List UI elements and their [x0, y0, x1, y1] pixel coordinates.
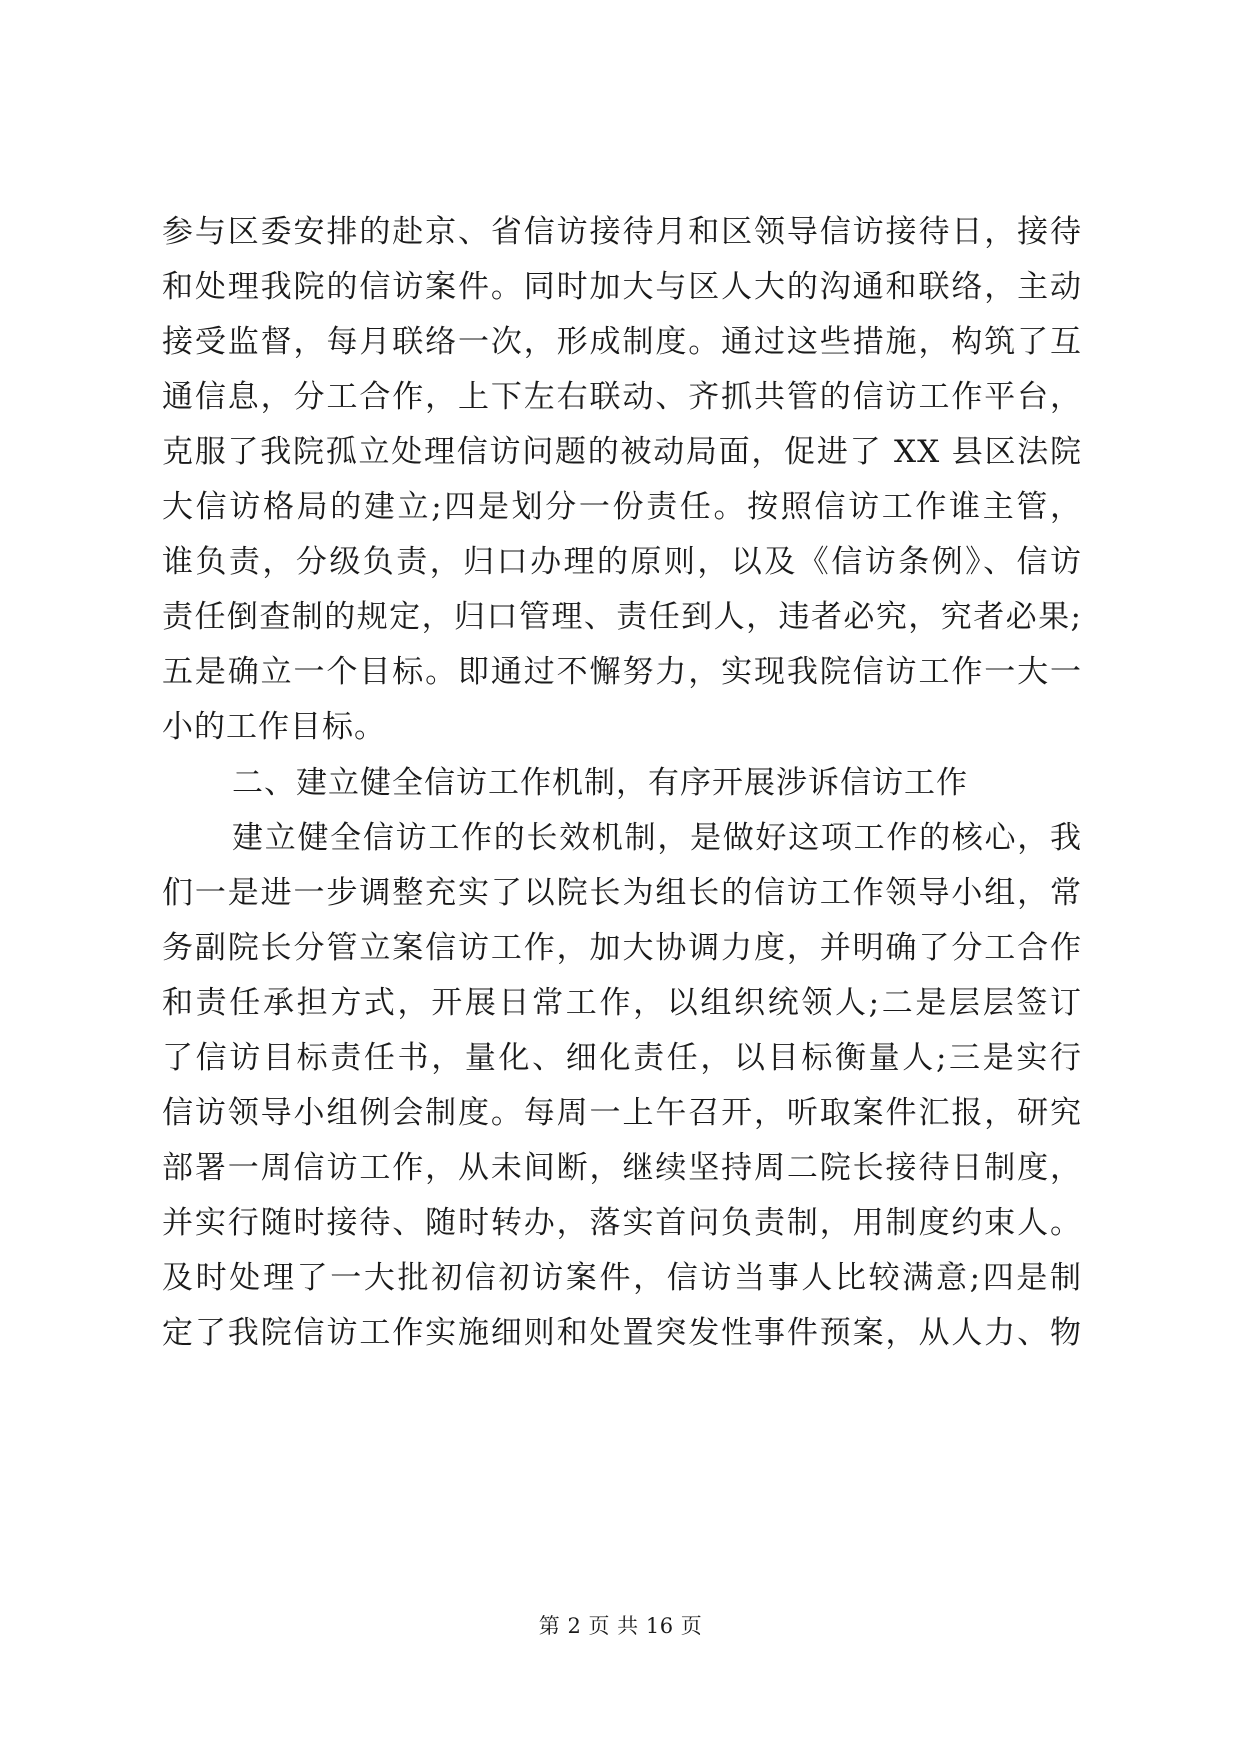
- body-line: 务副院长分管立案信访工作，加大协调力度，并明确了分工合作: [162, 930, 1082, 966]
- body-line: 参与区委安排的赴京、省信访接待月和区领导信访接待日，接待: [162, 214, 1082, 250]
- body-line: 谁负责，分级负责，归口办理的原则，以及《信访条例》、信访: [162, 544, 1082, 580]
- body-line: 通信息，分工合作，上下左右联动、齐抓共管的信访工作平台，: [162, 379, 1082, 415]
- body-line: 五是确立一个目标。即通过不懈努力，实现我院信访工作一大一: [162, 654, 1082, 690]
- body-line: 定了我院信访工作实施细则和处置突发性事件预案，从人力、物: [162, 1315, 1082, 1351]
- body-line: 了信访目标责任书，量化、细化责任，以目标衡量人;三是实行: [162, 1040, 1082, 1076]
- body-line: 接受监督，每月联络一次，形成制度。通过这些措施，构筑了互: [162, 324, 1082, 360]
- body-line: 建立健全信访工作的长效机制，是做好这项工作的核心，我: [232, 820, 1082, 856]
- body-line: 信访领导小组例会制度。每周一上午召开，听取案件汇报，研究: [162, 1095, 1082, 1131]
- body-line: 责任倒查制的规定，归口管理、责任到人，违者必究，究者必果;: [162, 599, 1082, 635]
- body-line: 大信访格局的建立;四是划分一份责任。按照信访工作谁主管，: [162, 489, 1082, 525]
- body-line: 部署一周信访工作，从未间断，继续坚持周二院长接待日制度，: [162, 1150, 1082, 1186]
- section-heading: 二、建立健全信访工作机制，有序开展涉诉信访工作: [232, 765, 968, 801]
- page-number-footer: 第 2 页 共 16 页: [538, 1614, 703, 1638]
- body-line: 和处理我院的信访案件。同时加大与区人大的沟通和联络，主动: [162, 269, 1082, 305]
- body-line: 及时处理了一大批初信初访案件，信访当事人比较满意;四是制: [162, 1260, 1082, 1296]
- body-line: 克服了我院孤立处理信访问题的被动局面，促进了 XX 县区法院: [162, 434, 1082, 470]
- body-line: 并实行随时接待、随时转办，落实首问负责制，用制度约束人。: [162, 1205, 1082, 1241]
- body-line: 小的工作目标。: [162, 709, 386, 745]
- body-line: 和责任承担方式，开展日常工作，以组织统领人;二是层层签订: [162, 985, 1082, 1021]
- body-line: 们一是进一步调整充实了以院长为组长的信访工作领导小组，常: [162, 875, 1082, 911]
